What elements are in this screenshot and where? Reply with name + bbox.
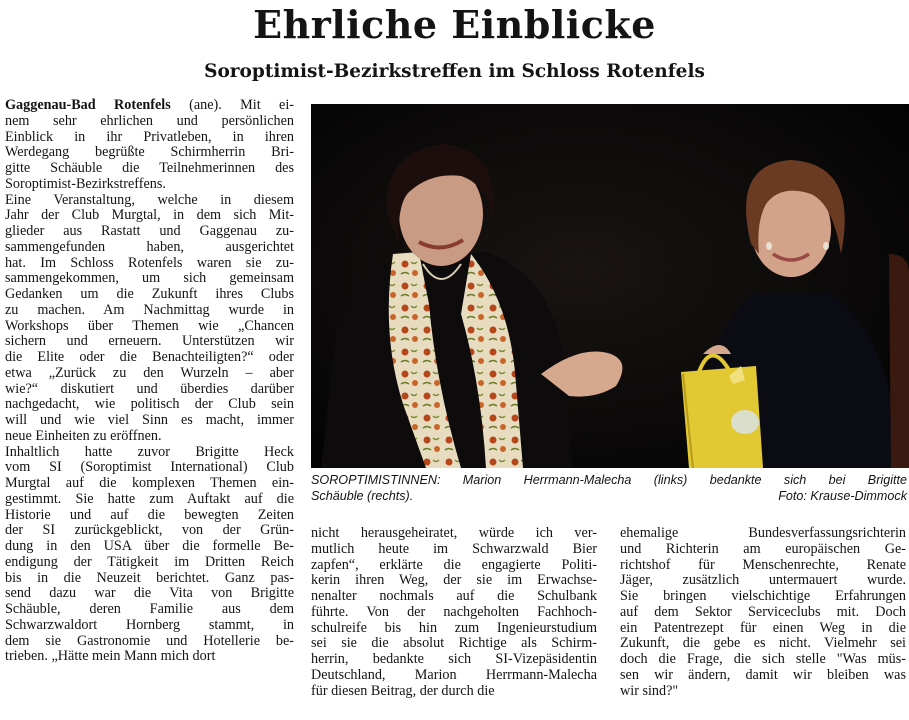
caption-line-2: Schäuble (rechts).: [311, 489, 414, 503]
article-column-2: [311, 526, 597, 699]
text-line: Schäuble, deren Familie aus dem: [5, 602, 294, 617]
text-line: Murgtal auf die komplexen Themen ein-: [5, 476, 294, 491]
text-line: Gedanken um die Zukunft ihres Clubs: [5, 287, 294, 302]
photo-credit: Foto: Krause-Dimmock: [778, 489, 907, 503]
text-line: wie?“ diskutiert und überdies darüber: [5, 381, 294, 397]
text-line: [5, 98, 294, 114]
text-line: Workshops über Themen wie „Chancen: [5, 318, 294, 334]
text-line: der SI zurückgeblickt, von der Grün-: [5, 523, 294, 539]
text-line: zu machen. Am Nachmittag wurde in: [5, 302, 294, 318]
text-line: Jahr der Club Murgtal, in dem sich Mit-: [5, 208, 294, 224]
text-line: Schwarzwaldort Hornberg stammt, in: [5, 617, 294, 633]
text-line: Inhaltlich hatte zuvor Brigitte Heck: [5, 444, 294, 460]
text-line: sammengefunden haben, ausgerichtet: [5, 239, 294, 255]
text-line: schulreife bis hin zum Ingenieurstudium: [311, 620, 597, 636]
text-line: gestimmt. Sie hatte zum Auftakt auf die: [5, 491, 294, 507]
text-line: mutlich heute im Schwarzwald Bier: [311, 541, 597, 557]
text-line: nenalter nochmals auf die Schulbank: [311, 589, 597, 604]
headline: Ehrliche Einblicke: [253, 2, 656, 47]
text-line: sen wir ändern, damit wir bleiben was: [620, 667, 906, 683]
text-line: Soroptimist-Bezirkstreffens.: [5, 176, 166, 192]
text-line: nachgedacht, wie politisch der Club sein: [5, 397, 294, 413]
text-line: für diesen Beitrag, der durch die: [311, 683, 495, 699]
text-line: herrin, bedankte sich SI-Vizepäsidentin: [311, 652, 597, 667]
dateline: Gaggenau-Bad Rotenfels: [5, 98, 171, 113]
photo-caption: [311, 472, 907, 504]
text-line: nem sehr ehrlichen und persönlichen: [5, 113, 294, 129]
subheadline: Soroptimist-Bezirkstreffen im Schloss Rotenfels: [204, 61, 705, 82]
text-line: ehemalige Bundesverfassungsrichterin: [620, 526, 906, 541]
text-line: hat. Im Schloss Rotenfels waren sie zu-: [5, 255, 294, 271]
text-line: dung in den USA über die formelle Be-: [5, 539, 294, 554]
text-line: doch die Frage, die sich stelle "Was müs-: [620, 652, 906, 667]
text-line: kerin ihren Weg, der sie im Erwachse-: [311, 573, 597, 589]
article-column-1: [5, 98, 294, 665]
text-line: glieder aus Rastatt und Gaggenau zu-: [5, 224, 294, 239]
text-line: trieben. „Hätte mein Mann mich dort: [5, 649, 216, 665]
text-line: Werdegang begrüßte Schirmherrin Bri-: [5, 145, 294, 161]
text-line: Historie und auf die bewegten Zeiten: [5, 507, 294, 523]
text-line: send dazu war die Vita von Brigitte: [5, 586, 294, 602]
text-line: will und wie viel Sinn es macht, immer: [5, 413, 294, 428]
text-line: Eine Veranstaltung, welche in diesem: [5, 192, 294, 208]
text-line: sichern und erneuern. Unterstützen wir: [5, 334, 294, 350]
text-line: richtshof für Menschenrechte, Renate: [620, 557, 906, 573]
text-line: nicht herausgeheiratet, würde ich ver-: [311, 526, 597, 541]
article-column-3: [620, 526, 906, 699]
text-line: führte. Von der nachgeholten Fachhoch-: [311, 604, 597, 620]
text-line: neue Einheiten zu eröffnen.: [5, 428, 162, 444]
text-line: endigung der Tätigkeit im Dritten Reich: [5, 554, 294, 570]
text-line: dem sie Gastronomie und Hotellerie be-: [5, 633, 294, 649]
article-photo: [311, 104, 909, 468]
text-line: wir sind?": [620, 683, 679, 699]
text-fragment: (ane). Mit ei-: [170, 98, 294, 113]
text-line: Sie bringen vielschichtige Erfahrungen: [620, 589, 906, 604]
text-line: Einblick in ihr Privatleben, in ihren: [5, 129, 294, 145]
text-line: sei sie die absolut Richtige als Schirm-: [311, 636, 597, 652]
text-line: Jäger, zusätzlich untermauert wurde.: [620, 573, 906, 589]
text-line: sammengekommen, um sich gemeinsam: [5, 271, 294, 287]
text-line: die Elite oder die Benachteiligten?“ oder: [5, 350, 294, 365]
caption-line-1: SOROPTIMISTINNEN: Marion Herrmann-Malecha (links) bedankte sich bei Brigitte: [311, 473, 907, 487]
text-line: auf dem Sektor Serviceclubs mit. Doch: [620, 604, 906, 620]
text-line: Zukunft, die gebe es nicht. Vielmehr sei: [620, 636, 906, 652]
photo-two-women-gift: [311, 104, 909, 468]
text-line: vom SI (Soroptimist International) Club: [5, 460, 294, 476]
text-line: ein Patentrezept für einen Weg in die: [620, 620, 906, 636]
text-line: etwa „Zurück zu den Wurzeln – aber: [5, 365, 294, 381]
text-line: und Richterin am europäischen Ge-: [620, 541, 906, 557]
text-line: bis in die Neuzeit berichtet. Ganz pas-: [5, 570, 294, 586]
text-line: gitte Schäuble die Teilnehmerinnen des: [5, 161, 294, 176]
text-line: Deutschland, Marion Herrmann-Malecha: [311, 667, 597, 683]
text-line: zapfen“, erklärte die engagierte Politi-: [311, 557, 597, 573]
